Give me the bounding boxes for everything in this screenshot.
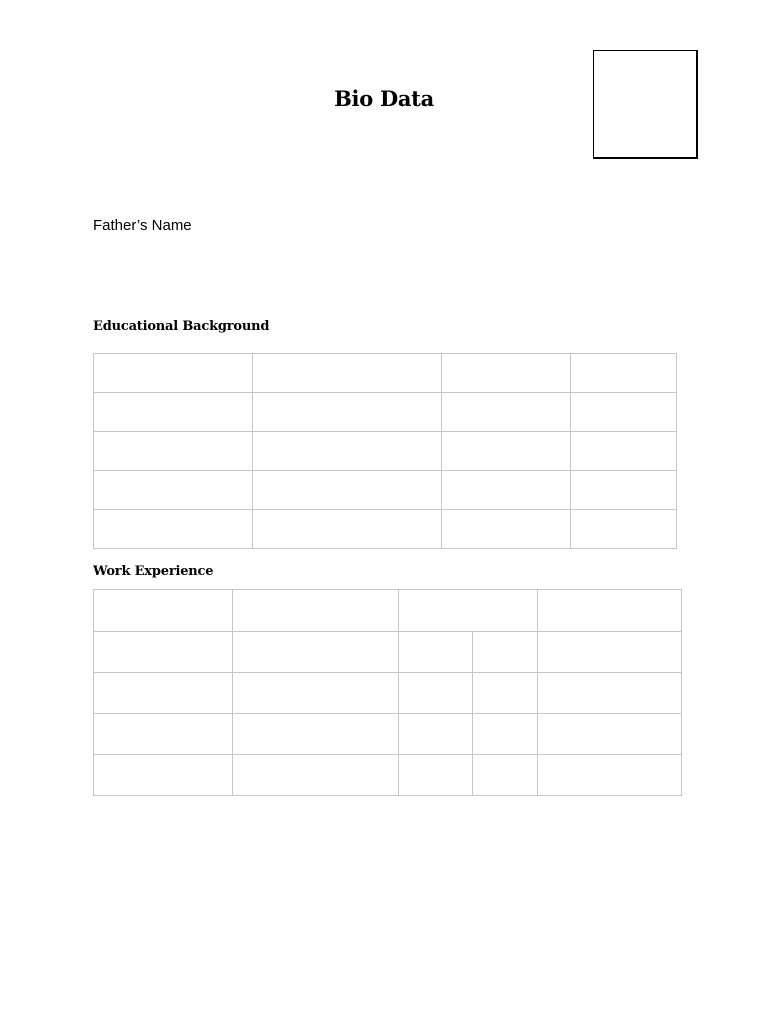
table-row: [94, 510, 677, 549]
table-row: [94, 354, 677, 393]
table-cell[interactable]: [233, 632, 399, 673]
table-cell[interactable]: [94, 471, 253, 510]
table-cell[interactable]: [442, 354, 571, 393]
table-cell[interactable]: [442, 432, 571, 471]
table-cell[interactable]: [571, 510, 677, 549]
table-cell[interactable]: [94, 755, 233, 796]
table-row: [94, 714, 682, 755]
table-row: [94, 471, 677, 510]
table-cell[interactable]: [94, 590, 233, 632]
table-cell[interactable]: [94, 354, 253, 393]
table-cell[interactable]: [253, 354, 442, 393]
table-cell[interactable]: [473, 714, 538, 755]
table-header-row: [94, 590, 682, 632]
table-cell[interactable]: [253, 510, 442, 549]
table-cell[interactable]: [399, 755, 473, 796]
table-cell[interactable]: [94, 510, 253, 549]
table-row: [94, 432, 677, 471]
table-cell[interactable]: [233, 673, 399, 714]
table-cell[interactable]: [253, 393, 442, 432]
table-cell[interactable]: [94, 714, 233, 755]
table-cell[interactable]: [473, 632, 538, 673]
fathers-name-label: Father’s Name: [93, 217, 192, 234]
table-cell[interactable]: [253, 471, 442, 510]
table-cell[interactable]: [538, 590, 682, 632]
work-experience-heading: Work Experience: [93, 564, 214, 579]
table-cell[interactable]: [571, 354, 677, 393]
table-cell[interactable]: [442, 393, 571, 432]
work-experience-table: [93, 589, 682, 796]
table-cell[interactable]: [233, 755, 399, 796]
table-cell[interactable]: [538, 673, 682, 714]
table-cell[interactable]: [94, 432, 253, 471]
table-cell[interactable]: [399, 590, 538, 632]
table-cell[interactable]: [399, 673, 473, 714]
table-cell[interactable]: [571, 471, 677, 510]
table-row: [94, 673, 682, 714]
page-title: Bio Data: [334, 86, 434, 111]
table-cell[interactable]: [571, 432, 677, 471]
table-cell[interactable]: [94, 393, 253, 432]
table-row: [94, 632, 682, 673]
table-cell[interactable]: [94, 673, 233, 714]
table-cell[interactable]: [538, 755, 682, 796]
table-cell[interactable]: [538, 714, 682, 755]
table-cell[interactable]: [399, 714, 473, 755]
table-cell[interactable]: [233, 590, 399, 632]
table-row: [94, 393, 677, 432]
table-cell[interactable]: [253, 432, 442, 471]
table-cell[interactable]: [473, 755, 538, 796]
table-cell[interactable]: [442, 471, 571, 510]
table-cell[interactable]: [233, 714, 399, 755]
table-row: [94, 755, 682, 796]
educational-background-table: [93, 353, 677, 549]
table-cell[interactable]: [571, 393, 677, 432]
table-cell[interactable]: [442, 510, 571, 549]
table-cell[interactable]: [473, 673, 538, 714]
educational-background-heading: Educational Background: [93, 319, 270, 334]
table-cell[interactable]: [538, 632, 682, 673]
table-cell[interactable]: [399, 632, 473, 673]
photo-placeholder-box: [593, 50, 698, 159]
table-cell[interactable]: [94, 632, 233, 673]
